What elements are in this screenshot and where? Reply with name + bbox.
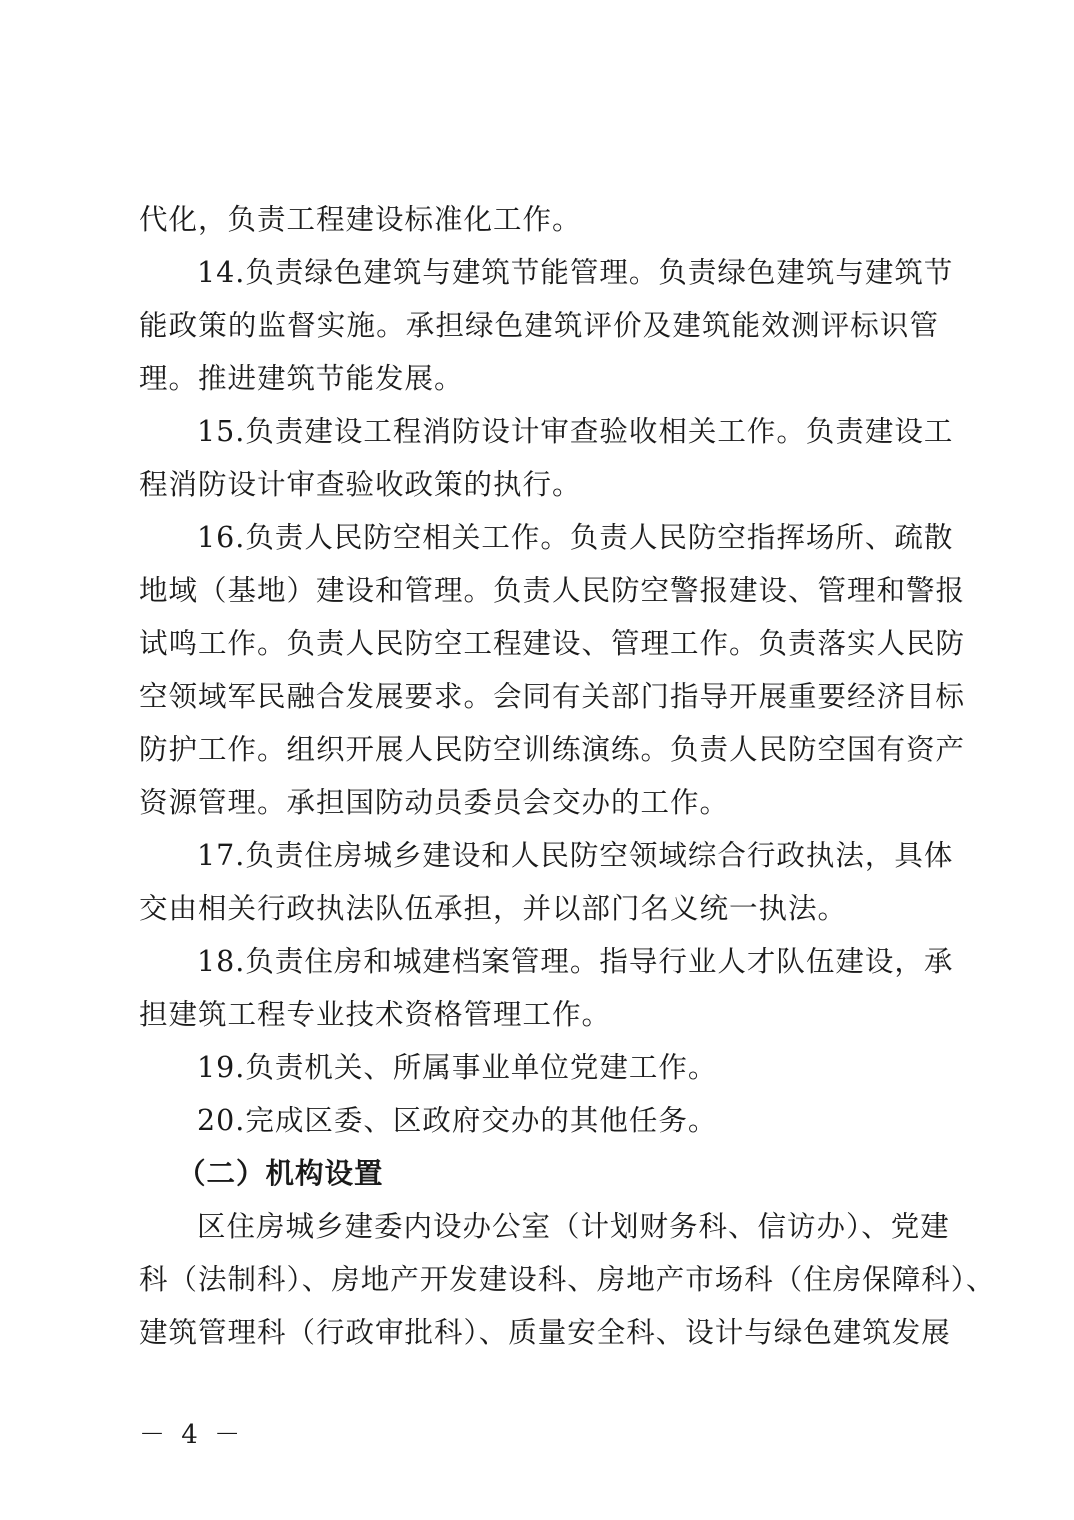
text-line: 建筑管理科（行政审批科）、质量安全科、设计与绿色建筑发展: [139, 1316, 951, 1349]
text-line: 14.负责绿色建筑与建筑节能管理。负责绿色建筑与建筑节: [197, 256, 954, 289]
text-line: 理。推进建筑节能发展。: [139, 362, 464, 395]
text-line: 能政策的监督实施。承担绿色建筑评价及建筑能效测评标识管: [139, 309, 939, 342]
text-line: 17.负责住房城乡建设和人民防空领域综合行政执法，具体: [197, 839, 954, 872]
text-line: 程消防设计审查验收政策的执行。: [139, 468, 582, 501]
text-line: 16.负责人民防空相关工作。负责人民防空指挥场所、疏散: [197, 521, 954, 554]
text-line: 19.负责机关、所属事业单位党建工作。: [197, 1051, 718, 1084]
body-text: [139, 193, 996, 1359]
text-line: 20.完成区委、区政府交办的其他任务。: [197, 1104, 718, 1137]
text-line: 地域（基地）建设和管理。负责人民防空警报建设、管理和警报: [139, 574, 966, 607]
text-line: 18.负责住房和城建档案管理。指导行业人才队伍建设，承: [197, 945, 954, 978]
text-line: 防护工作。组织开展人民防空训练演练。负责人民防空国有资产: [139, 733, 966, 766]
text-line: 资源管理。承担国防动员委员会交办的工作。: [139, 786, 730, 819]
text-line: 试鸣工作。负责人民防空工程建设、管理工作。负责落实人民防: [139, 627, 966, 660]
text-line: 交由相关行政执法队伍承担，并以部门名义统一执法。: [139, 892, 848, 925]
text-line: 区住房城乡建委内设办公室（计划财务科、信访办）、党建: [197, 1210, 950, 1243]
page-number: － 4 －: [139, 1420, 245, 1450]
text-line: 代化，负责工程建设标准化工作。: [139, 203, 582, 236]
section-heading: （二）机构设置: [177, 1156, 384, 1190]
text-line: 空领域军民融合发展要求。会同有关部门指导开展重要经济目标: [139, 680, 966, 713]
text-line: 15.负责建设工程消防设计审查验收相关工作。负责建设工: [197, 415, 954, 448]
text-line: 担建筑工程专业技术资格管理工作。: [139, 998, 612, 1031]
text-line: 科（法制科）、房地产开发建设科、房地产市场科（住房保障科）、: [139, 1263, 996, 1296]
